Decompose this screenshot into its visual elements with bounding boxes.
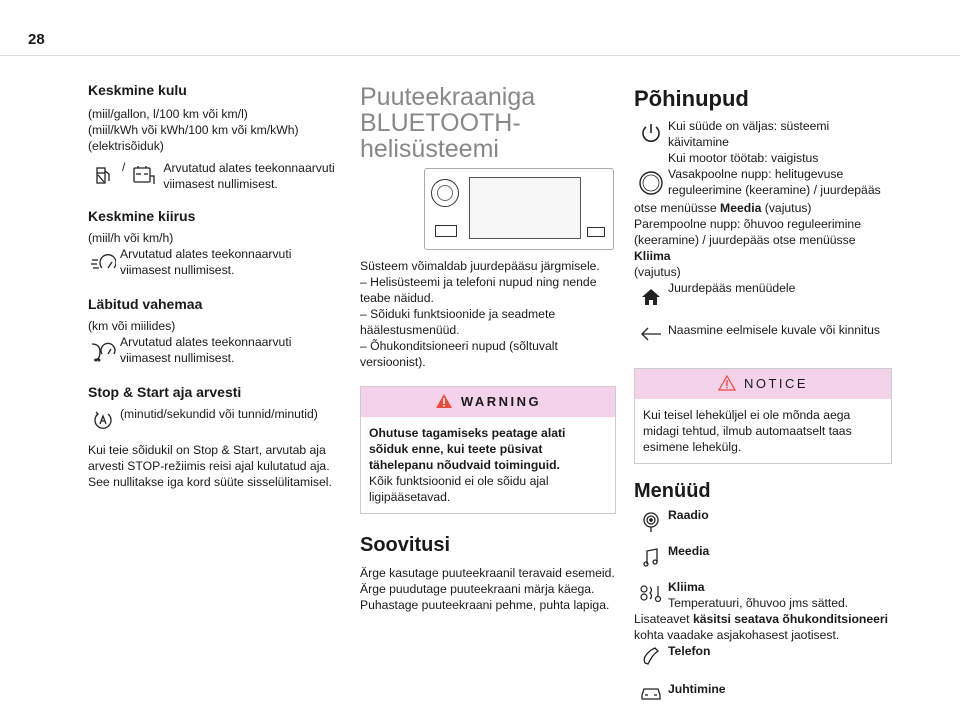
warning-label: WARNING	[460, 393, 542, 409]
knob-text-cont	[634, 200, 892, 280]
warning-bold-text: Ohutuse tagamiseks peatage alati sõiduk enne, kui teete püsivat tähelepanu nõudvaid toiminguid.	[369, 426, 566, 472]
home-icon	[634, 280, 668, 314]
slash-separator: /	[122, 160, 126, 174]
distance-desc: Arvutatud alates teekonnaarvuti viimasest nullimisest.	[120, 335, 292, 365]
touchscreen-intro: Süsteem võimaldab juurdepääsu järgmisele. – Helisüsteemi ja telefoni nupud ning nende teabe näidud. – Sõiduki funktsioonide ja seadmete häälestusmenüüd. – Õhukonditsioneeri nupud (sõltuvalt versioonist).	[360, 259, 600, 369]
avg-speed-desc: Arvutatud alates teekonnaarvuti viimasest nullimisest.	[120, 247, 292, 277]
volume-knob	[431, 179, 459, 207]
radio-icon	[634, 507, 668, 537]
menuud-title: Menüüd	[634, 480, 711, 502]
column-trip-computer	[88, 82, 348, 490]
menu-telefon: Telefon	[668, 644, 711, 658]
header-divider	[0, 55, 960, 56]
knob-kliima-label: Kliima	[634, 249, 671, 263]
knob-cont-2: (vajutus) Parempoolne nupp: õhuvoo reguleerimine (keeramine) / juurdepääs otse menüüsse	[634, 201, 861, 247]
power-icon	[634, 118, 668, 148]
speed-gauge-icon	[88, 246, 118, 280]
knob-cont-1: otse menüüsse	[634, 201, 721, 215]
warning-triangle-icon	[435, 393, 453, 409]
avg-speed-title: Keskmine kiirus	[88, 208, 196, 224]
back-text: Naasmine eelmisele kuvale või kinnitus	[668, 323, 881, 337]
notice-header	[635, 369, 891, 399]
radio-unit-illustration	[424, 168, 614, 250]
menu-meedia: Meedia	[668, 544, 710, 558]
notice-text: Kui teisel leheküljel ei ole mõnda aega midagi tehtud, ilmub automaatselt taas esimene lehekülg.	[643, 408, 852, 454]
kliima-more-bold: käsitsi seatava õhukonditsioneeri	[692, 612, 889, 626]
distance-title: Läbitud vahemaa	[88, 296, 203, 312]
warning-box	[360, 386, 616, 514]
kliima-more-1: Lisateavet	[634, 612, 693, 626]
kliima-more	[634, 611, 892, 643]
avg-consumption-title: Keskmine kulu	[88, 82, 187, 98]
notice-box	[634, 368, 892, 464]
avg-speed-units: (miil/h või km/h)	[88, 231, 174, 245]
avg-consumption-desc: Arvutatud alates teekonnaarvuti viimasest nullimisest.	[163, 161, 335, 191]
knob-cont-3: (vajutus)	[634, 265, 681, 279]
battery-plug-icon	[129, 160, 159, 190]
phone-icon	[634, 643, 668, 669]
climate-icon	[634, 579, 668, 607]
notice-label: NOTICE	[743, 375, 809, 391]
stop-start-icon	[88, 406, 118, 434]
screen-illustration	[469, 177, 581, 239]
warning-text: Kõik funktsioonid ei ole sõidu ajal ligipääsetavad.	[369, 474, 549, 504]
kliima-text: Temperatuuri, õhuvoo jms sätted.	[668, 596, 849, 610]
column-buttons	[634, 86, 892, 705]
stop-start-units: (minutid/sekundid või tunnid/minutid)	[120, 407, 318, 421]
knob-text: Vasakpoolne nupp: helitugevuse reguleerimine (keeramine) / juurdepääs	[668, 167, 881, 197]
kliima-more-2: kohta vaadake asjakohasest jaotisest.	[634, 628, 840, 642]
menu-kliima: Kliima	[668, 580, 705, 594]
menu-radio: Raadio	[668, 508, 709, 522]
menu-juhtimine: Juhtimine	[668, 682, 726, 696]
column-touchscreen-body	[360, 258, 616, 613]
power-button-illustration	[435, 225, 457, 237]
fuel-pump-icon	[92, 160, 114, 190]
pohinupud-title: Põhinupud	[634, 86, 749, 111]
knob-media-label: Meedia	[720, 201, 762, 215]
distance-units: (km või miilides)	[88, 319, 176, 333]
warning-header	[361, 387, 615, 417]
page-number: 28	[28, 31, 45, 48]
car-icon	[634, 681, 668, 705]
soovitusi-text: Ärge kasutage puuteekraanil teravaid esemeid. Ärge puudutage puuteekraani märja käega. Puhastage puuteekraani pehme, puhta lapiga.	[360, 566, 615, 612]
back-arrow-icon	[634, 322, 668, 346]
distance-gauge-icon	[88, 334, 118, 368]
knob-icon	[634, 166, 668, 200]
column-touchscreen	[360, 84, 616, 162]
music-note-icon	[634, 543, 668, 573]
soovitusi-title: Soovitusi	[360, 534, 451, 556]
home-text: Juurdepääs menüüdele	[668, 281, 796, 295]
stop-start-desc: Kui teie sõidukil on Stop & Start, arvutab aja arvesti STOP-režiimis reisi ajal kulutatud aja. See nullitakse iga kord süüte sisselülitamisel.	[88, 443, 332, 489]
notice-triangle-icon	[718, 375, 736, 391]
usb-port-illustration	[587, 227, 605, 237]
stop-start-title: Stop & Start aja arvesti	[88, 384, 242, 400]
section-title-touchscreen: Puuteekraaniga BLUETOOTH-helisüsteemi	[360, 83, 536, 163]
power-text: Kui süüde on väljas: süsteemi käivitamine Kui mootor töötab: vaigistus	[668, 119, 830, 165]
avg-consumption-units: (miil/gallon, l/100 km või km/l) (miil/kWh või kWh/100 km või km/kWh) (elektrisõiduk)	[88, 107, 299, 153]
